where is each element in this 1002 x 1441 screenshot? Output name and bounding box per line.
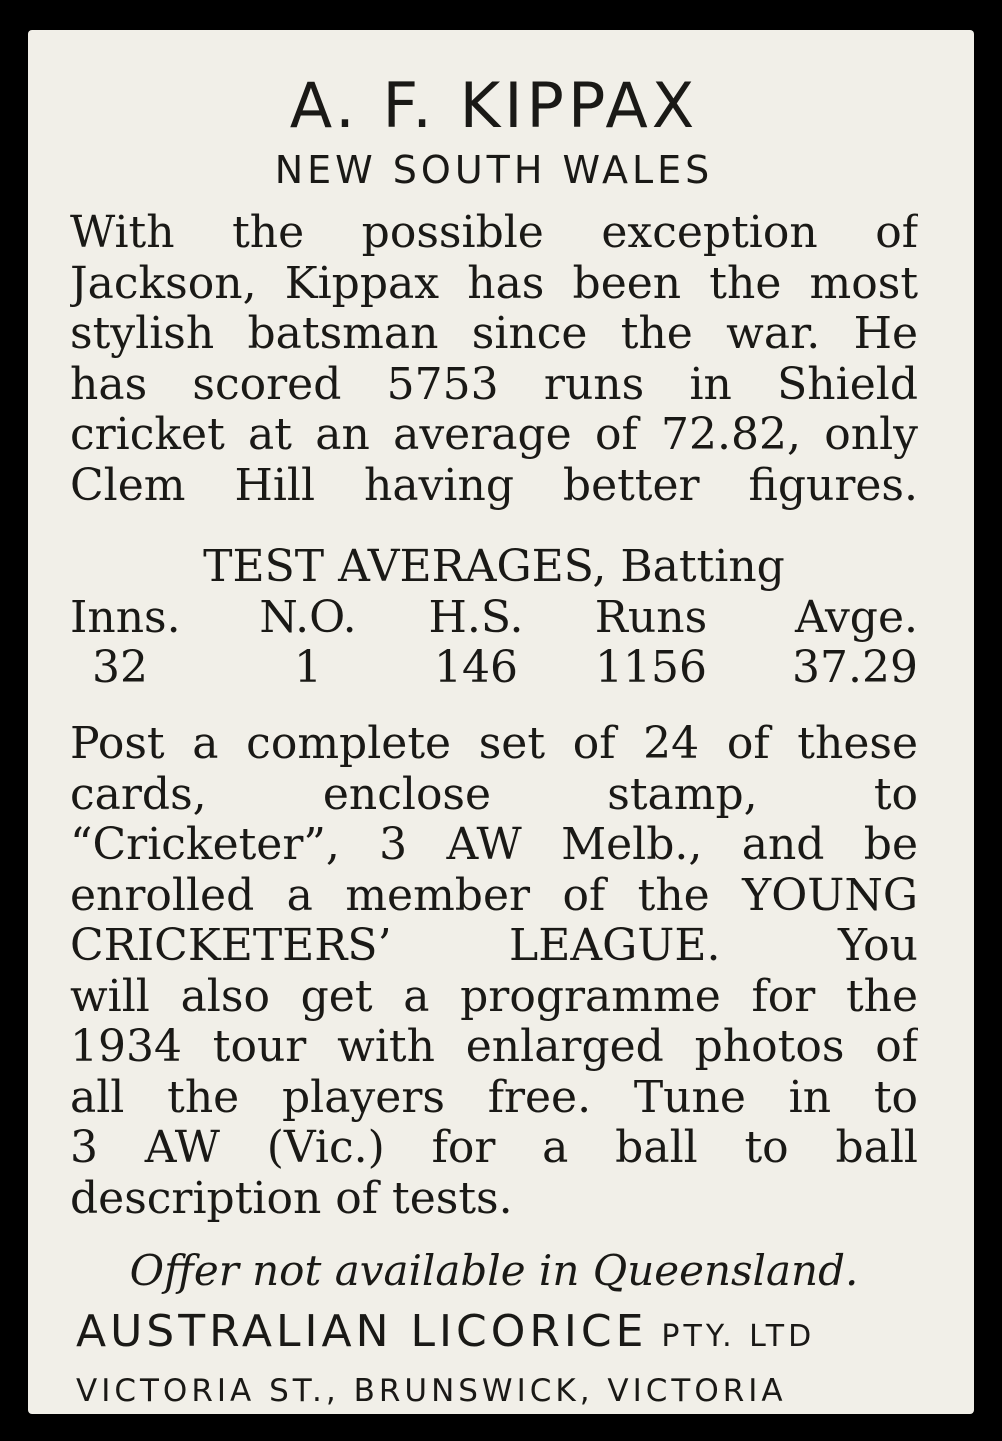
bio-line: has scored 5753 runs in Shield [70, 359, 918, 410]
offer-line: all the players free. Tune in to [70, 1072, 918, 1123]
stats-header: Avge. [794, 592, 918, 643]
offer-line: 3 AW (Vic.) for a ball to ball [70, 1123, 918, 1173]
stats-table [70, 593, 918, 693]
bio-line: Jackson, Kippax has been the most [70, 258, 918, 309]
stats-value: 37.29 [792, 642, 918, 693]
stats-header: N.O. [259, 592, 357, 643]
offer-line: CRICKETERS’ LEAGUE. You [70, 921, 918, 971]
player-name: A. F. KIPPAX [289, 69, 699, 142]
offer-line: description of tests. [70, 1173, 513, 1224]
bio-line: cricket at an average of 72.82, only [70, 410, 918, 460]
offer-line: “Cricketer”, 3 AW Melb., and be [70, 820, 918, 870]
averages-heading: TEST AVERAGES, Batting [203, 541, 785, 592]
offer-line: 1934 tour with enlarged photos of [70, 1022, 918, 1072]
offer-line: cards, enclose stamp, to [70, 769, 918, 820]
stats-header: Inns. [70, 592, 181, 643]
company-name-line [76, 1304, 918, 1365]
bio-line: stylish batsman since the war. He [70, 309, 918, 359]
stats-value: 1156 [595, 642, 707, 693]
stats-header: H.S. [428, 592, 524, 643]
bio-paragraph [70, 208, 918, 511]
stats-header: Runs [594, 592, 708, 643]
team-name: NEW SOUTH WALES [274, 148, 714, 192]
bio-line: With the possible exception of [70, 208, 918, 258]
offer-note: Offer not available in Queensland. [129, 1246, 859, 1295]
offer-line: enrolled a member of the YOUNG [70, 870, 918, 921]
offer-line: Post a complete set of 24 of these [70, 719, 918, 769]
offer-paragraph [70, 719, 918, 1224]
offer-line: will also get a programme for the [70, 971, 918, 1022]
company-suffix: PTY. LTD [661, 1319, 816, 1354]
cigarette-card-back [28, 30, 974, 1414]
company-address: VICTORIA ST., BRUNSWICK, VICTORIA [76, 1373, 787, 1409]
stats-value: 146 [434, 642, 518, 693]
company-name: AUSTRALIAN LICORICE [76, 1306, 648, 1357]
stats-value: 32 [92, 642, 148, 693]
bio-line: Clem Hill having better figures. [70, 460, 918, 511]
stats-value: 1 [294, 642, 322, 693]
